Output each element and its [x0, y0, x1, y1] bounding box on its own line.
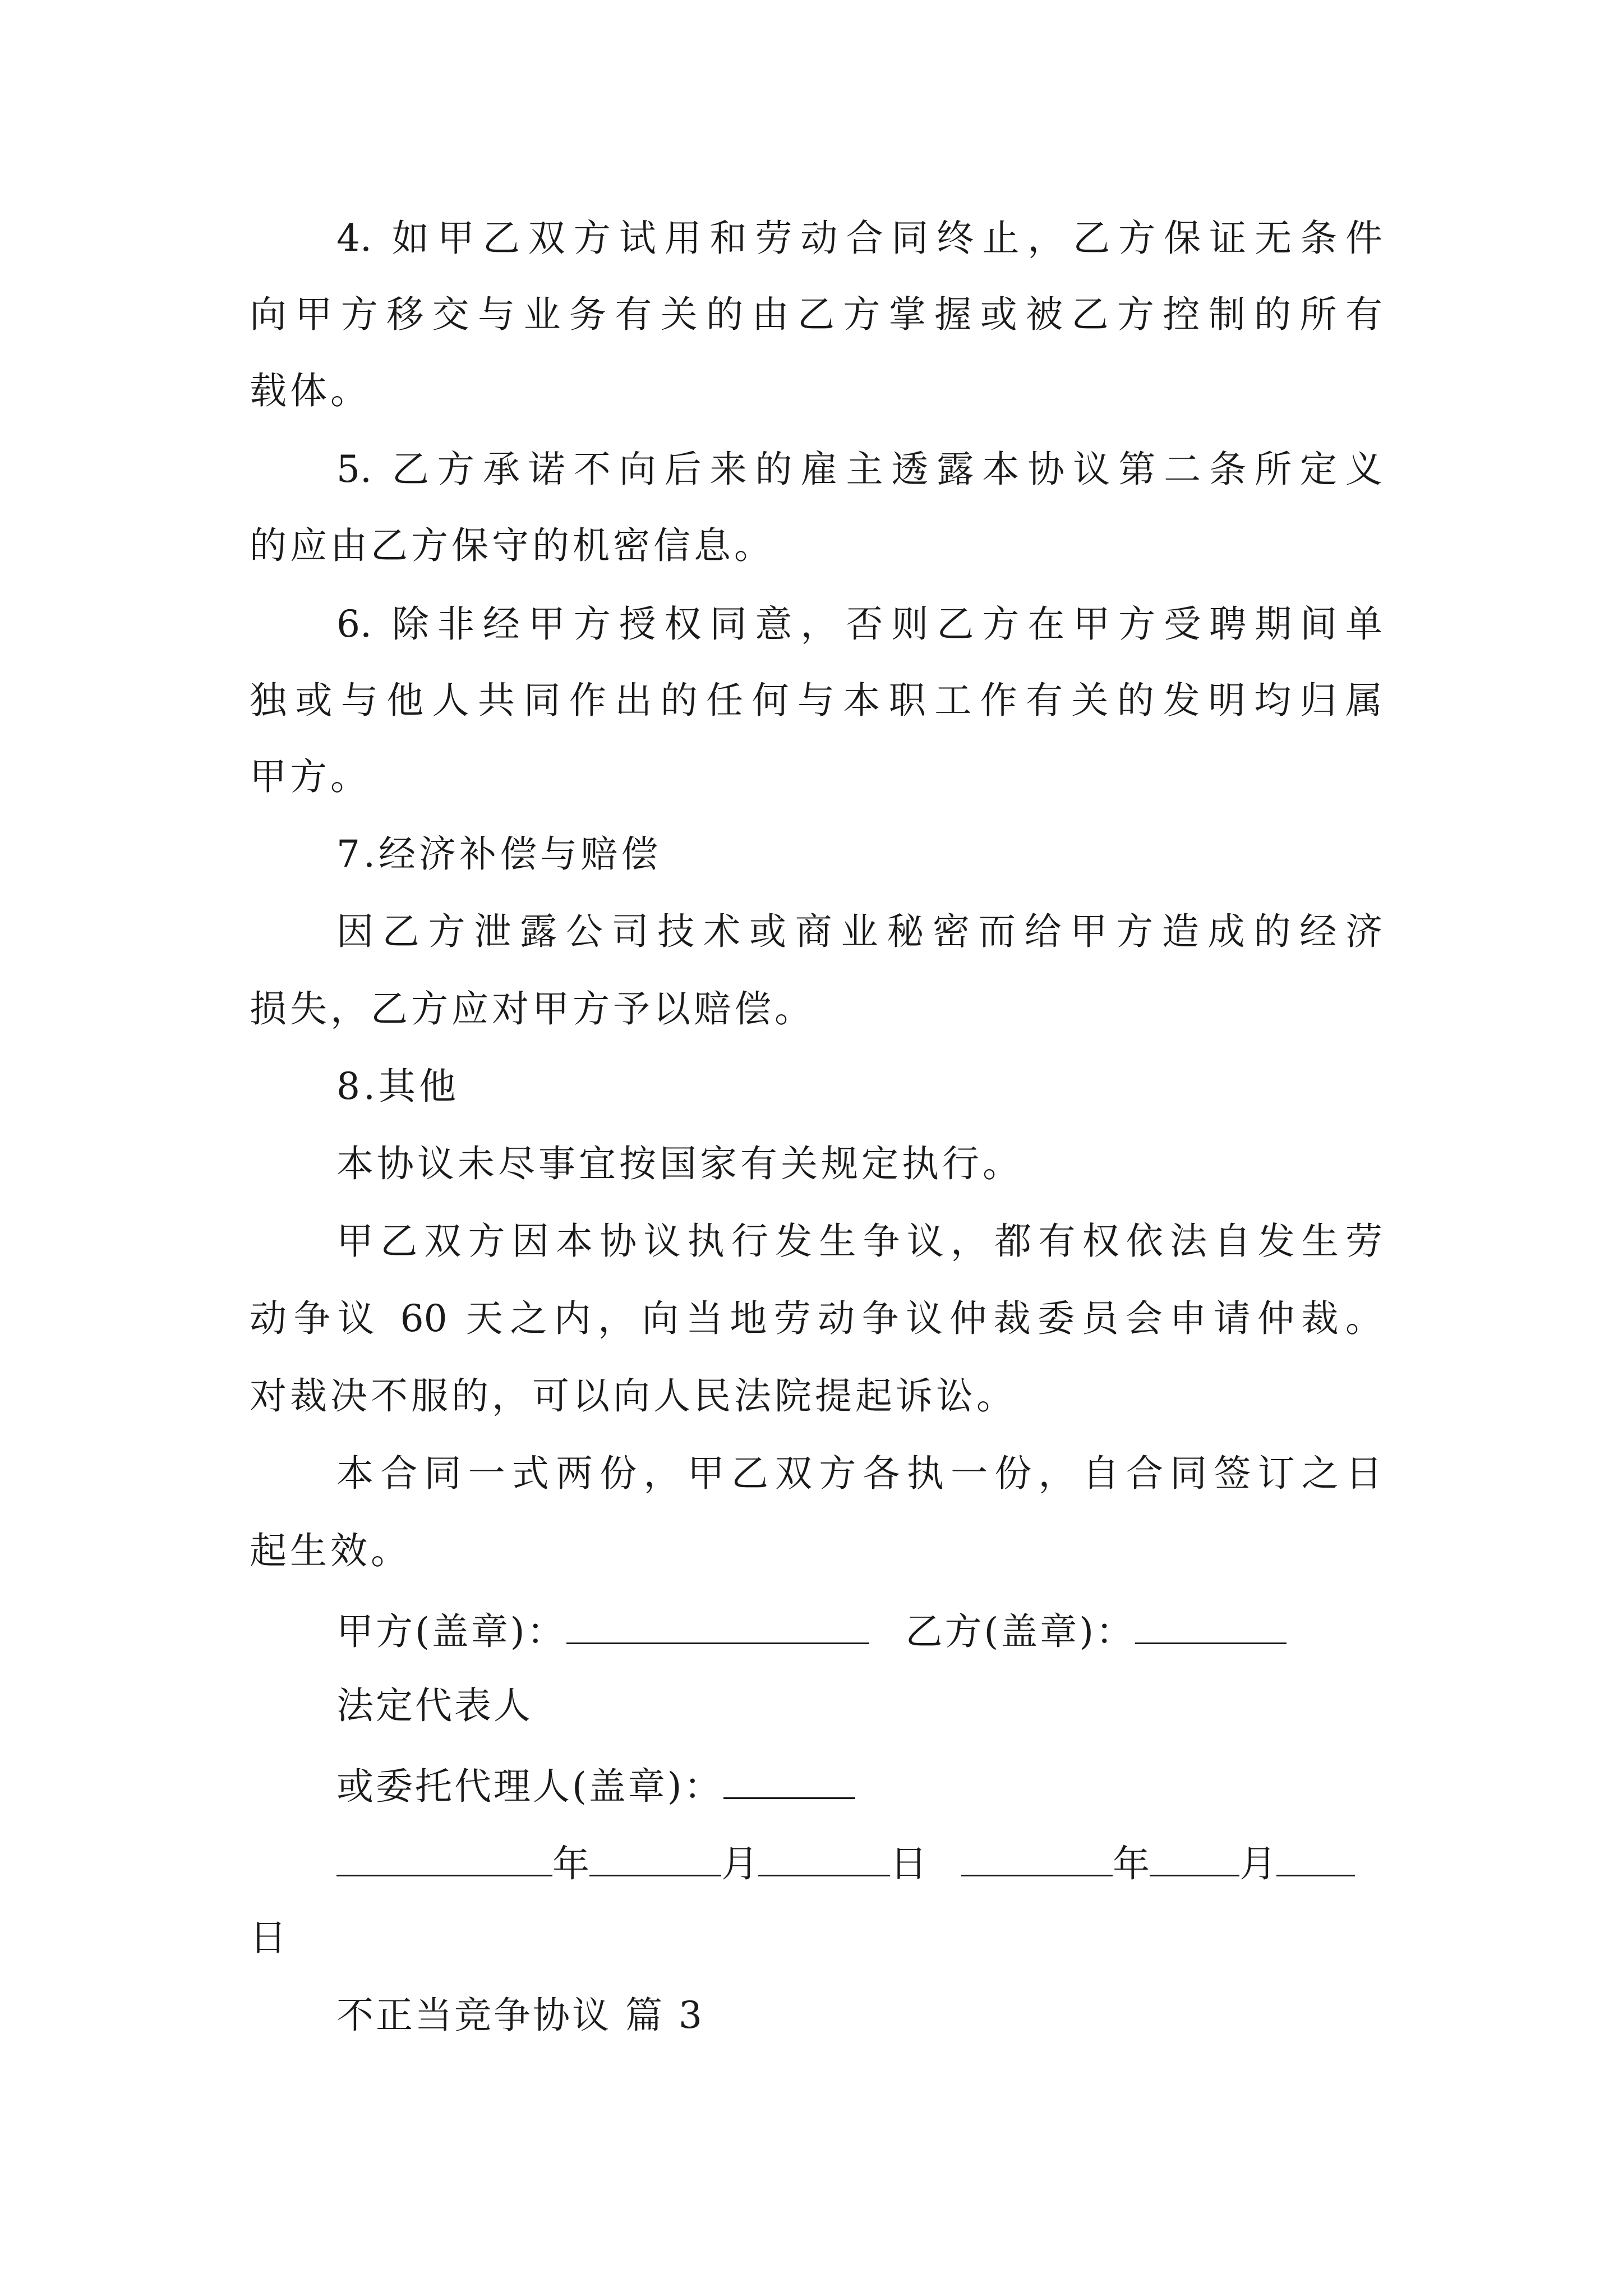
clause-6-line-3: 甲方。	[250, 755, 371, 798]
section-7-heading: 7.经济补偿与赔偿	[336, 832, 661, 876]
signature-parties-row	[336, 1610, 1287, 1653]
clause-4-line-2: 向甲方移交与业务有关的由乙方掌握或被乙方控制的所有	[250, 293, 1382, 336]
copies-line-2: 起生效。	[250, 1529, 411, 1572]
date-b-day-blank	[1276, 1842, 1355, 1876]
legal-rep-label: 法定代表人	[336, 1684, 533, 1727]
date-b-month-blank	[1150, 1842, 1239, 1876]
clause-4-line-1: 4. 如甲乙双方试用和劳动合同终止，乙方保证无条件	[336, 217, 1382, 260]
date-row	[336, 1842, 1355, 1883]
dispute-line-1: 甲乙双方因本协议执行发生争议，都有权依法自发生劳	[336, 1220, 1382, 1263]
agent-blank	[723, 1765, 855, 1799]
dispute-line-2: 动争议 60 天之内，向当地劳动争议仲裁委员会申请仲裁。	[250, 1297, 1382, 1340]
clause-6-line-1: 6. 除非经甲方授权同意，否则乙方在甲方受聘期间单	[336, 602, 1382, 646]
copies-line-1: 本合同一式两份，甲乙双方各执一份，自合同签订之日	[336, 1452, 1382, 1495]
section-7-line-2: 损失，乙方应对甲方予以赔偿。	[250, 987, 815, 1030]
date-b-month-label: 月	[1239, 1842, 1276, 1885]
party-b-blank	[1135, 1610, 1287, 1644]
date-b-year-blank	[961, 1842, 1113, 1876]
date-a-month-blank	[589, 1842, 721, 1876]
clause-5-line-2: 的应由乙方保守的机密信息。	[250, 524, 774, 567]
date-b-year-label: 年	[1112, 1842, 1150, 1885]
date-a-day-label: 日	[890, 1842, 927, 1885]
date-b-day-label: 日	[250, 1916, 290, 1959]
date-a-day-blank	[758, 1842, 890, 1876]
date-a-year-label: 年	[552, 1842, 589, 1885]
section-7-line-1: 因乙方泄露公司技术或商业秘密而给甲方造成的经济	[336, 910, 1382, 953]
clause-6-line-2: 独或与他人共同作出的任何与本职工作有关的发明均归属	[250, 679, 1382, 722]
dispute-line-3: 对裁决不服的，可以向人民法院提起诉讼。	[250, 1374, 1017, 1418]
clause-4-line-3: 载体。	[250, 369, 371, 412]
agent-row	[336, 1765, 855, 1808]
date-a-month-label: 月	[721, 1842, 758, 1885]
party-a-blank	[566, 1610, 869, 1644]
date-a-year-blank	[336, 1842, 552, 1876]
party-a-label: 甲方(盖章)：	[336, 1610, 566, 1653]
party-b-label: 乙方(盖章)：	[905, 1610, 1135, 1653]
next-section-title: 不正当竞争协议 篇 3	[336, 1994, 704, 2037]
section-8-line-1: 本协议未尽事宜按国家有关规定执行。	[336, 1142, 1023, 1185]
agent-label: 或委托代理人(盖章)：	[336, 1765, 723, 1808]
clause-5-line-1: 5. 乙方承诺不向后来的雇主透露本协议第二条所定义	[336, 448, 1382, 491]
section-8-heading: 8.其他	[336, 1065, 459, 1108]
